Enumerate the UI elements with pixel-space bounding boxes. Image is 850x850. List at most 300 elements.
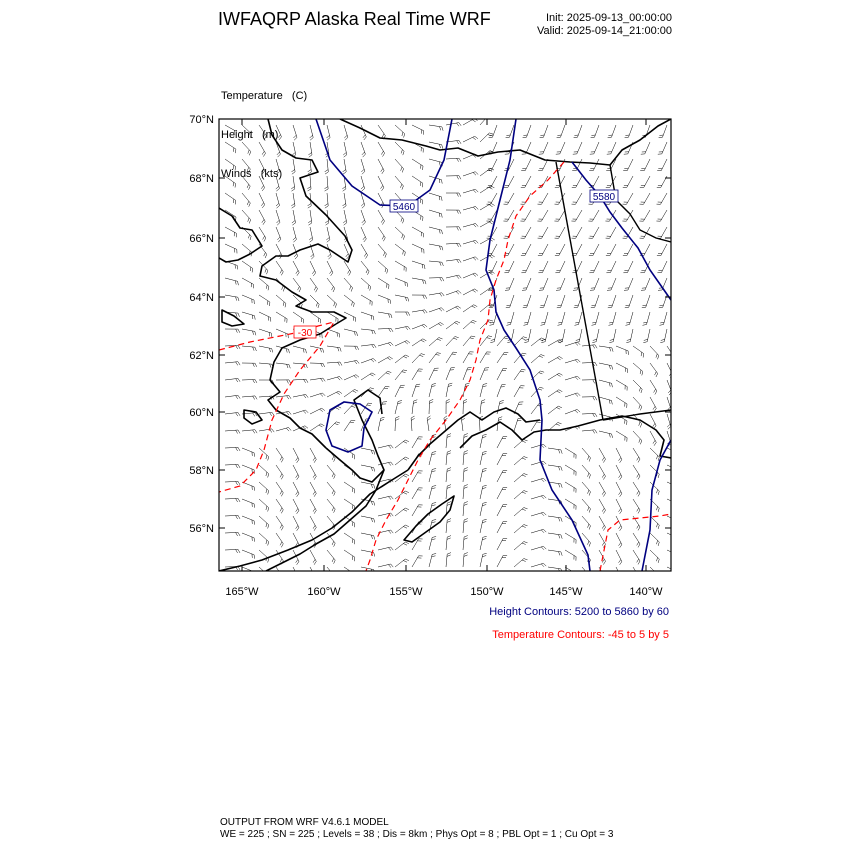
- wind-barb: [343, 142, 347, 157]
- wind-barb: [667, 482, 679, 491]
- wind-barb: [650, 567, 659, 580]
- wind-barb: [548, 533, 562, 539]
- wind-barb: [606, 261, 616, 273]
- wind-barb: [565, 567, 576, 578]
- wind-barb: [327, 567, 335, 581]
- wind-barb: [325, 176, 329, 191]
- st-lawrence-island: [222, 310, 244, 326]
- wind-barb: [225, 159, 236, 171]
- wind-barb: [293, 125, 297, 140]
- wind-barb: [242, 499, 255, 508]
- wind-barb: [412, 278, 426, 284]
- wind-barb: [412, 261, 425, 269]
- kodiak-island: [404, 496, 454, 542]
- wind-barb: [446, 291, 461, 295]
- wind-barb: [582, 499, 591, 513]
- wind-barb: [327, 422, 340, 431]
- wind-barb: [521, 159, 531, 171]
- wind-barb: [429, 227, 443, 234]
- wind-barb: [487, 193, 498, 204]
- wind-barb: [327, 377, 342, 381]
- wind-barb: [344, 550, 355, 561]
- wind-barb: [361, 278, 371, 291]
- wind-barb: [344, 312, 356, 322]
- wind-barb: [521, 176, 531, 187]
- coastlines: [219, 119, 671, 571]
- wind-barb: [480, 485, 487, 499]
- wind-barb: [344, 499, 355, 510]
- wind-barb: [310, 424, 324, 431]
- wind-barb: [378, 513, 393, 517]
- wind-barb: [616, 380, 627, 391]
- wind-barb: [531, 461, 546, 465]
- wind-barb: [590, 142, 599, 154]
- wind-barb: [309, 227, 313, 242]
- wind-barb: [641, 142, 650, 154]
- wind-barb: [378, 357, 393, 363]
- wind-barb: [344, 405, 357, 415]
- wind-barb: [487, 176, 497, 187]
- wind-barb: [378, 210, 385, 225]
- wind-barb: [633, 533, 640, 547]
- wind-barb: [344, 278, 353, 292]
- wind-barb: [650, 431, 656, 446]
- wind-barb: [667, 516, 679, 525]
- wind-barb: [395, 261, 406, 272]
- wind-barb: [293, 410, 308, 414]
- wind-barb: [361, 359, 376, 364]
- wind-barb: [582, 482, 591, 496]
- wind-barb: [378, 342, 393, 346]
- wind-barb: [344, 329, 358, 336]
- wind-barb: [514, 418, 522, 431]
- wind-barb: [667, 533, 679, 542]
- wind-barb: [429, 261, 443, 266]
- wind-barb: [225, 481, 240, 485]
- wind-barb: [378, 312, 392, 318]
- wind-barb: [325, 193, 329, 208]
- wind-barb: [225, 549, 240, 553]
- wind-barb: [548, 448, 562, 454]
- wind-barb: [276, 533, 283, 547]
- wind-barb: [463, 383, 469, 397]
- wind-barb: [463, 468, 468, 483]
- wind-barb: [589, 227, 599, 238]
- wind-barb: [522, 278, 531, 290]
- wind-barb: [558, 312, 566, 325]
- wind-barb: [608, 125, 616, 138]
- lon-label: 160°W: [307, 586, 341, 598]
- north-slope-coastline: [260, 119, 352, 324]
- wind-barb: [429, 383, 436, 397]
- wind-barb: [446, 259, 461, 263]
- wind-barb: [556, 142, 565, 154]
- wind-barb: [327, 499, 335, 513]
- wind-barb: [446, 553, 451, 567]
- lat-label: 60°N: [189, 407, 214, 419]
- wind-barb: [276, 295, 286, 307]
- wind-barb: [412, 176, 423, 187]
- wind-barb: [395, 401, 402, 415]
- gulf-coast: [460, 416, 671, 458]
- wind-barb: [480, 352, 491, 363]
- wind-barb: [429, 353, 441, 363]
- wind-barb: [582, 465, 591, 479]
- wind-barb: [327, 278, 335, 292]
- wind-barb: [557, 125, 565, 138]
- wind-barb: [463, 224, 478, 228]
- wind-barb: [361, 261, 369, 275]
- wind-barb: [633, 363, 643, 375]
- wind-barb: [293, 346, 306, 353]
- wind-barb: [276, 159, 280, 174]
- wind-barb: [344, 244, 349, 259]
- wind-barb: [361, 312, 374, 320]
- wind-barb: [310, 482, 316, 497]
- wind-barb: [242, 516, 255, 525]
- wind-barb: [242, 261, 253, 272]
- wind-barb: [643, 329, 650, 343]
- wind-barb: [616, 431, 627, 442]
- wind-barb: [599, 482, 606, 497]
- wind-barb: [616, 397, 627, 408]
- wind-barb: [514, 491, 528, 500]
- wind-barb: [361, 329, 375, 334]
- wind-barb: [344, 420, 355, 431]
- wind-barb: [361, 448, 375, 455]
- wind-barb: [539, 278, 548, 290]
- wind-barb: [574, 125, 582, 138]
- wind-barb: [395, 227, 405, 240]
- wind-barb: [463, 240, 478, 244]
- wind-barb: [395, 159, 404, 172]
- wind-barb: [310, 363, 325, 367]
- wind-barb: [446, 383, 452, 397]
- wind-barb: [531, 529, 546, 533]
- lat-label: 58°N: [189, 465, 214, 477]
- wind-barb: [463, 502, 468, 517]
- wind-barb: [650, 550, 659, 563]
- wind-barb: [667, 567, 679, 576]
- wind-barb: [344, 482, 355, 493]
- wind-barb: [259, 567, 269, 580]
- wind-barb: [276, 363, 290, 368]
- wind-barb: [548, 516, 562, 522]
- wind-barb: [554, 210, 565, 221]
- wind-barb: [310, 408, 325, 414]
- wind-barb: [480, 368, 489, 380]
- wind-barb: [310, 550, 316, 565]
- wind-barb: [573, 142, 582, 154]
- wind-barb: [429, 244, 443, 250]
- wind-barb: [497, 369, 507, 381]
- wind-barb: [514, 542, 528, 551]
- height-contour-5460: [316, 119, 452, 206]
- wind-barb: [607, 142, 616, 154]
- wind-barb: [548, 550, 562, 556]
- wind-barb: [225, 430, 240, 434]
- wind-barb: [463, 289, 478, 295]
- wind-barb: [327, 362, 342, 366]
- wind-barb: [327, 465, 335, 479]
- wind-barb: [657, 193, 668, 204]
- wind-barb: [276, 210, 280, 225]
- wind-barb: [429, 210, 442, 218]
- wind-barb: [480, 384, 487, 398]
- wind-barb: [395, 457, 409, 465]
- wind-barb: [225, 142, 236, 153]
- wind-barb: [225, 498, 240, 502]
- wind-barb: [259, 482, 269, 495]
- wind-barb: [480, 400, 485, 414]
- wind-barb: [531, 495, 546, 499]
- wind-barb: [395, 440, 409, 448]
- wind-barb: [463, 451, 468, 466]
- wind-barb: [429, 452, 436, 466]
- wind-barb: [293, 227, 297, 242]
- wind-barb: [378, 176, 384, 191]
- wind-barb: [412, 400, 417, 414]
- wind-barb: [259, 499, 269, 512]
- lon-label: 140°W: [629, 586, 663, 598]
- wind-barb: [463, 352, 474, 363]
- wind-barb: [497, 522, 507, 534]
- wind-barb: [378, 227, 385, 241]
- wind-barb: [242, 396, 257, 400]
- wind-barb: [327, 346, 341, 352]
- wind-barb: [259, 278, 269, 290]
- wind-barb: [293, 465, 299, 480]
- wind-barb: [541, 312, 549, 325]
- wind-barb: [412, 488, 423, 499]
- wind-barb: [395, 244, 405, 256]
- wind-barb: [643, 312, 651, 325]
- wind-barb: [591, 295, 599, 308]
- wind-barb: [242, 159, 250, 173]
- wind-barb: [242, 533, 255, 542]
- wind-barb: [660, 329, 667, 343]
- wind-barb: [310, 393, 325, 397]
- wind-barb: [344, 375, 359, 380]
- wind-barb: [259, 295, 270, 306]
- wind-barb: [225, 362, 240, 366]
- wind-barb: [507, 312, 515, 325]
- wind-barb: [446, 536, 451, 550]
- wind-barb: [395, 125, 405, 138]
- wind-barb: [292, 142, 296, 157]
- wind-barb: [514, 337, 527, 346]
- wind-barb: [446, 193, 461, 197]
- wind-barb: [327, 550, 335, 564]
- wind-barb: [497, 400, 504, 414]
- wind-barb: [412, 125, 424, 135]
- wind-barb: [489, 125, 497, 138]
- wind-barb: [524, 312, 532, 325]
- wind-barb: [538, 193, 549, 204]
- wind-barb: [310, 312, 321, 323]
- wind-barb: [378, 328, 393, 332]
- wind-barb: [589, 244, 599, 256]
- wind-barb: [225, 464, 240, 468]
- wind-barb: [659, 125, 667, 138]
- wind-barb: [497, 336, 509, 346]
- wind-barb: [276, 465, 283, 479]
- wind-barb: [242, 448, 255, 457]
- wind-barb: [276, 516, 283, 530]
- wind-barb: [616, 465, 622, 480]
- wind-barb: [463, 305, 477, 312]
- wind-barb: [523, 295, 531, 308]
- wind-barb: [378, 142, 385, 157]
- wind-barb: [565, 376, 580, 380]
- wind-barb: [325, 159, 329, 174]
- wind-barb: [657, 159, 667, 171]
- wind-barb: [599, 363, 613, 370]
- wind-barb: [259, 159, 265, 174]
- wind-barb: [514, 457, 528, 466]
- wind-barb: [487, 261, 497, 273]
- wind-barb: [310, 378, 325, 382]
- wind-barb: [490, 329, 497, 343]
- wind-barb: [276, 176, 280, 191]
- wind-barb: [446, 227, 461, 231]
- wind-barb: [446, 158, 461, 162]
- wind-barb: [480, 238, 495, 244]
- wind-barb: [225, 447, 240, 451]
- wind-barb: [514, 474, 528, 483]
- wind-barb: [531, 546, 546, 550]
- model-info: [220, 817, 613, 841]
- wind-barb: [293, 261, 299, 276]
- wind-barb: [609, 329, 616, 343]
- wind-barb: [412, 471, 423, 482]
- wind-barb: [259, 176, 265, 191]
- wind-barb: [293, 278, 301, 292]
- wind-barb: [657, 244, 667, 256]
- wind-barb: [667, 499, 679, 508]
- wind-barb: [463, 519, 468, 534]
- wind-barb: [667, 448, 679, 457]
- wind-barb: [327, 295, 337, 308]
- alaska-peninsula: [266, 470, 384, 571]
- wind-barb: [242, 550, 255, 559]
- wind-barb: [514, 369, 526, 380]
- wind-barb: [514, 440, 528, 449]
- wind-barb: [599, 380, 612, 387]
- wind-barb: [582, 397, 597, 401]
- wind-barb: [395, 416, 399, 431]
- wind-barb: [412, 437, 423, 448]
- wind-barb: [633, 431, 642, 444]
- wind-barb: [361, 465, 375, 472]
- temp-contour-a: [366, 162, 564, 571]
- wind-barb: [463, 273, 478, 278]
- wind-barb: [361, 193, 365, 208]
- wind-barb: [497, 488, 507, 500]
- wind-barb: [640, 176, 650, 187]
- wind-barb: [291, 193, 295, 208]
- wind-barb: [599, 431, 613, 438]
- wind-barb: [565, 409, 580, 414]
- model-config: WE = 225 ; SN = 225 ; Levels = 38 ; Dis = 8km ; Phys Opt = 8 ; PBL Opt = 1 ; Cu Opt = 3: [220, 829, 614, 840]
- wind-barb: [523, 125, 531, 138]
- wind-barb: [497, 352, 508, 363]
- wind-barb: [633, 482, 640, 496]
- wind-barb: [626, 312, 634, 325]
- wind-barb: [276, 380, 291, 384]
- wind-barb: [446, 306, 461, 312]
- wind-barb: [361, 344, 376, 348]
- wind-barb: [589, 159, 599, 171]
- wind-barb: [293, 363, 307, 368]
- wind-barb: [599, 397, 612, 404]
- wind-barb: [259, 412, 274, 416]
- wind-barb: [616, 550, 622, 565]
- wind-barb: [626, 329, 633, 343]
- wind-barb: [504, 261, 514, 273]
- wind-barb: [623, 193, 634, 204]
- wind-barb: [429, 278, 444, 282]
- wind-barb: [588, 210, 599, 221]
- temp-contour-b: [600, 514, 671, 571]
- wind-barb: [446, 434, 451, 448]
- wind-barb: [531, 355, 545, 364]
- wind-barb: [538, 261, 548, 273]
- wind-barb: [276, 482, 283, 496]
- wind-barb: [242, 278, 253, 288]
- wind-barb: [361, 482, 375, 489]
- wind-barb: [592, 312, 600, 325]
- wind-barb: [624, 278, 633, 290]
- wind-barb: [463, 485, 468, 500]
- wind-barb: [650, 380, 657, 395]
- wind-barb: [582, 413, 597, 417]
- wind-barb: [378, 278, 389, 289]
- wind-barb: [427, 416, 431, 431]
- wind-barb: [497, 505, 507, 517]
- wind-barb: [361, 227, 366, 242]
- wind-barb: [327, 261, 333, 276]
- wind-barb: [572, 227, 582, 238]
- wind-barb: [599, 516, 606, 531]
- wind-barb: [446, 210, 461, 214]
- wind-barb: [429, 293, 444, 297]
- wind-barb: [344, 346, 359, 350]
- wind-barb: [572, 176, 582, 187]
- wind-barb: [571, 210, 582, 221]
- wind-barb: [395, 370, 407, 380]
- wind-barb: [378, 261, 388, 274]
- wind-barb: [650, 533, 659, 546]
- wind-barb: [582, 516, 591, 530]
- wind-barb: [480, 502, 487, 516]
- wind-barb: [599, 465, 606, 480]
- wind-barb: [446, 275, 461, 279]
- wind-barb: [514, 525, 528, 534]
- wind-barb: [293, 394, 308, 398]
- wind-barb: [623, 159, 633, 171]
- wind-barb: [667, 414, 671, 429]
- wind-barb: [599, 448, 606, 463]
- wind-barb: [310, 448, 316, 463]
- wind-barb: [540, 295, 548, 308]
- wind-barb: [395, 295, 409, 301]
- wind-barb: [555, 244, 565, 256]
- wind-barb: [378, 244, 386, 258]
- wind-barb: [521, 261, 531, 273]
- wind-barb: [480, 336, 492, 346]
- wind-barb: [395, 278, 408, 287]
